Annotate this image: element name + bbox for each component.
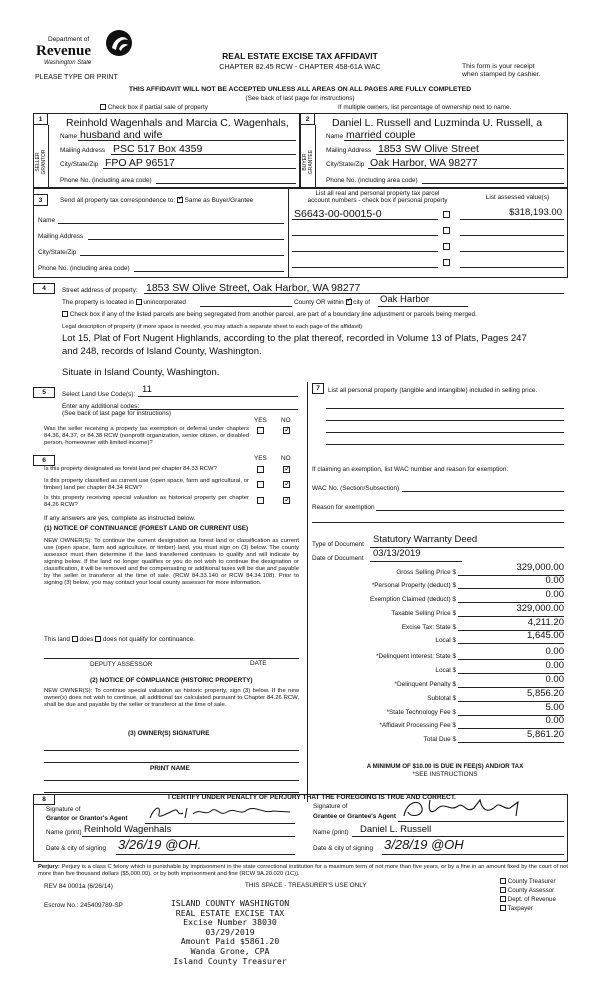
perjury-notice	[38, 864, 568, 878]
forest-land-question: Is this property designated as forest land per chapter 84.33 RCW?	[44, 466, 217, 472]
street-address-value[interactable]: 1853 SW Olive Street, Oak Harbor, WA 98277	[146, 282, 361, 294]
sec3-phone-label: Phone No. (including area code)	[38, 265, 130, 272]
money-value[interactable]: 5,856.20	[527, 688, 564, 699]
buyer-name-label: Name	[326, 133, 344, 140]
logo-state: Washington State	[44, 60, 92, 66]
sec6-yes-header: YES	[254, 455, 267, 462]
seller-phone-label: Phone No. (including area code)	[60, 177, 152, 184]
notice-compliance-title: (2) NOTICE OF COMPLIANCE (HISTORIC PROPERTY)	[90, 677, 253, 684]
perjury-bold: Perjury:	[38, 864, 60, 870]
section-8-number: 8	[42, 796, 46, 803]
legal-description-label: Legal description of property (if more space is needed, you may attach a separate sheet to each page of the affidavit)	[62, 324, 363, 330]
seller-grantor-label: SELLER GRANTOR	[35, 149, 47, 175]
seller-name-label: Name	[60, 133, 78, 140]
money-label: Subtotal $	[427, 695, 456, 702]
perjury-text: Perjury is a class C felony which is punishable by imprisonment in the state correctional institution for a maximum term of not more than five years, or by a fine in an amount fixed by the court of not more than five thousand dollars ($5,000.00), or by both imprisonment and fine (RCW 9A.20.020 (1C)).	[38, 864, 568, 877]
money-value[interactable]: 1,645.00	[527, 630, 564, 641]
notice-continuance-title: (1) NOTICE OF CONTINUANCE (FOREST LAND OR CURRENT USE)	[44, 525, 249, 532]
notice-continuance-text: NEW OWNER(S): To continue the current designation as forest land or classification as current use (open space, farm and agriculture, or timber) land, you must sign on (3) below. The county assessor must then determine if the land transferred continues to qualify and will indicate by signing below. If the land no longer qualifies or you do not wish to continue the designation or classification, it will be removed and the compensating or additional taxes will be due and payable by the seller or transferor at the time of sale. (RCW 84.33.140 or RCW 84.34.108). Prior to signing (3) below, you may contact your local county assessor for more information.	[44, 538, 299, 587]
additional-codes-label: Enter any additional codes:	[62, 403, 140, 410]
grantee-name-label: Name (print)	[313, 829, 349, 836]
section-7-number: 7	[316, 385, 320, 392]
money-value[interactable]: 0.00	[545, 660, 564, 671]
parcel-2-personal-checkbox[interactable]	[443, 227, 450, 234]
does-not-qualify-label: does not qualify for continuance.	[102, 636, 195, 643]
section-2-number: 2	[300, 113, 315, 125]
location-row	[62, 299, 186, 306]
grantor-sig-label: Signature of	[46, 806, 81, 813]
copy-item	[500, 877, 556, 886]
money-label: Local $	[435, 637, 456, 644]
grantor-name-value[interactable]: Reinhold Wagenhals	[84, 824, 172, 835]
stamp-line: Wanda Grone, CPA	[190, 945, 270, 956]
claiming-exemption-label: If claiming an exemption, list WAC number and reason for exemption:	[312, 466, 509, 473]
stamp-line: 03/29/2019	[205, 926, 255, 937]
this-land-label: This land	[44, 636, 70, 643]
grantee-name-value[interactable]: Daniel L. Russell	[360, 824, 432, 835]
land-use-label: Select Land Use Code(s):	[62, 391, 136, 398]
does-label: does	[79, 636, 94, 643]
section-3-number: 3	[33, 194, 48, 206]
dor-logo	[34, 28, 134, 70]
copy-checkbox[interactable]	[500, 887, 506, 893]
copy-item	[500, 895, 556, 904]
grantee-sig-label: Signature of	[313, 803, 348, 810]
reason-label: Reason for exemption	[312, 504, 375, 511]
historical-no-checkbox[interactable]	[283, 497, 290, 504]
money-value[interactable]: 0.00	[545, 589, 564, 600]
copy-item	[500, 904, 556, 913]
type-or-print: PLEASE TYPE OR PRINT	[35, 74, 118, 81]
sec5-see-back: (See back of last page for instructions)	[62, 410, 172, 417]
doc-type-label: Type of Document	[312, 541, 364, 548]
city-of-value[interactable]: Oak Harbor	[380, 294, 430, 305]
money-value[interactable]: 0.00	[545, 575, 564, 586]
certify-statement: I CERTIFY UNDER PENALTY OF PERJURY THAT THE FOREGOING IS TRUE AND CORRECT.	[168, 794, 456, 801]
buyer-city-value[interactable]: Oak Harbor, WA 98277	[370, 157, 478, 169]
money-value[interactable]: 0.00	[545, 715, 564, 726]
money-value[interactable]: 5,861.20	[527, 729, 564, 740]
money-value[interactable]: 4,211.20	[527, 617, 564, 628]
grantor-agent-label: Grantor or Grantor's Agent	[46, 815, 128, 822]
print-name-label: PRINT NAME	[150, 765, 190, 772]
money-label: *State Technology Fee $	[386, 709, 456, 716]
sec3-city-label: City/State/Zip	[38, 249, 77, 256]
parcel-number[interactable]: S6643-00-00015-0	[294, 208, 382, 220]
money-value[interactable]: 5.00	[545, 702, 564, 713]
multiple-owners-note: If multiple owners, list percentage of ownership next to name.	[338, 104, 512, 111]
seller-name-line1[interactable]: Reinhold Wagenhals and Marcia C. Wagenhals,	[66, 117, 289, 129]
correspondence-row	[60, 197, 253, 204]
buyer-grantee-label: BUYER GRANTEE	[302, 149, 314, 175]
money-label: *Affidavit Processing Fee $	[379, 722, 456, 729]
grantor-date-label: Date & city of signing	[46, 845, 107, 852]
revenue-swirl-icon	[104, 28, 134, 58]
buyer-name-line2[interactable]: married couple	[346, 129, 416, 141]
seller-mail-value[interactable]: PSC 517 Box 4359	[113, 143, 203, 155]
sec3-name-label: Name	[38, 217, 56, 224]
partial-sale-row	[100, 104, 208, 111]
parcel-header-1: List all real and personal property tax parcel	[315, 190, 440, 197]
treasurer-stamp	[160, 899, 300, 966]
parcel-4-personal-checkbox[interactable]	[443, 259, 450, 266]
qualify-row	[44, 636, 195, 643]
stamp-line: Excise Number 38030	[183, 917, 277, 928]
historical-question: Is this property receiving special valuation as historical property per chapter 84.26 RCW?	[44, 495, 249, 509]
money-label: *Delinquent Penalty $	[394, 681, 456, 688]
legal-description-line3[interactable]: Situate in Island County, Washington.	[62, 367, 220, 378]
money-label: Excise Tax: State $	[401, 624, 456, 631]
notice-compliance-text: NEW OWNER(S): To continue special valuation as historic property, sign (3) below. If the new owner(s) does not wish to continue, all additional tax calculated pursuant to Chapter 84.26 RCW, shall be due and payable by the seller or transferor at the time of sale.	[44, 688, 299, 709]
parcel-1-personal-checkbox[interactable]	[443, 211, 450, 218]
stamp-line: REAL ESTATE EXCISE TAX	[175, 907, 285, 918]
section-5-number: 5	[42, 389, 46, 396]
parcel-header-2: account numbers - check box if personal property	[307, 197, 448, 204]
partial-sale-label: Check box if partial sale of property	[107, 104, 208, 111]
county-or-label: County OR within	[294, 299, 344, 306]
sec5-yes-header: YES	[254, 417, 267, 424]
money-label: Exemption Claimed (deduct) $	[370, 596, 456, 603]
money-label: Gross Selling Price $	[396, 569, 456, 576]
city-of-label: city of	[353, 299, 370, 306]
copy-label: Dept. of Revenue	[507, 896, 556, 903]
see-back-instructions: (See back of last page for instructions)	[245, 95, 355, 102]
form-chapter: CHAPTER 82.45 RCW - CHAPTER 458-61A WAC	[219, 62, 381, 71]
money-label: *Delinquent Interest: State $	[376, 653, 456, 660]
copy-checkbox[interactable]	[500, 878, 506, 884]
land-use-code[interactable]: 11	[142, 384, 152, 395]
located-in-label: The property is located in	[62, 299, 134, 306]
segregated-row	[62, 311, 477, 318]
owner-signature-label: (3) OWNER(S) SIGNATURE	[128, 730, 210, 737]
stamp-line: Island County Treasurer	[173, 955, 287, 966]
grantor-name-label: Name (print)	[46, 829, 82, 836]
copy-label: County Assessor	[507, 887, 555, 894]
does-not-qualify-checkbox[interactable]	[95, 636, 101, 642]
logo-dept-of: Department of	[48, 36, 90, 43]
copy-label: County Treasurer	[507, 878, 556, 885]
money-value[interactable]: 329,000.00	[516, 603, 564, 614]
copy-checkbox[interactable]	[500, 896, 506, 902]
money-value[interactable]: 329,000.00	[516, 562, 564, 573]
assessed-header: List assessed value(s)	[485, 194, 550, 201]
money-label: Local $	[435, 667, 456, 674]
section-6-number: 6	[42, 457, 46, 464]
doc-type-value[interactable]: Statutory Warranty Deed	[373, 534, 478, 545]
legal-description-line2[interactable]: and 248, records of Island County, Washington.	[62, 346, 262, 357]
current-use-yes-checkbox[interactable]	[257, 481, 264, 488]
stamp-line: ISLAND COUNTY WASHINGTON	[170, 898, 290, 908]
copy-distribution	[500, 877, 556, 913]
seller-mail-label: Mailing Address	[60, 147, 106, 154]
seller-city-label: City/State/Zip	[60, 161, 99, 168]
buyer-phone-label: Phone No. (including area code)	[326, 177, 418, 184]
same-as-buyer-checkbox[interactable]	[177, 197, 183, 203]
copy-checkbox[interactable]	[500, 905, 506, 911]
exemption-no-checkbox[interactable]	[283, 427, 290, 434]
exemption-question: Was the seller receiving a property tax exemption or deferral under chapters 84.36, 84.37, or 84.38 RCW (nonprofit organization, senior citizen, or disabled person, homeowner with limited income)?	[44, 426, 249, 447]
send-correspondence-label: Send all property tax correspondence to:	[60, 197, 176, 204]
deputy-date-label: DATE	[250, 660, 267, 667]
doc-date-label: Date of Document	[312, 555, 364, 562]
segregated-label: Check box if any of the listed parcels are being segregated from another parcel, are part of a boundary line adjustment or parcels being merged.	[69, 311, 477, 318]
parcel-3-personal-checkbox[interactable]	[443, 243, 450, 250]
partial-sale-checkbox[interactable]	[100, 104, 106, 110]
minimum-fee-note: A MINIMUM OF $10.00 IS DUE IN FEE(S) AND/OR TAX	[366, 763, 524, 770]
deputy-assessor-label: DEPUTY ASSESSOR	[90, 661, 153, 668]
street-address-label: Street address of property:	[62, 287, 138, 294]
forest-no-checkbox[interactable]	[283, 466, 290, 473]
acceptance-warning: THIS AFFIDAVIT WILL NOT BE ACCEPTED UNLESS ALL AREAS ON ALL PAGES ARE FULLY COMPLETED	[128, 86, 472, 93]
logo-revenue: Revenue	[36, 43, 91, 59]
same-as-buyer-label: Same as Buyer/Grantee	[184, 197, 254, 204]
buyer-name-line1[interactable]: Daniel L. Russell and Luzminda U. Russell, a	[332, 117, 543, 129]
money-label: Taxable Selling Price $	[391, 610, 456, 617]
current-use-question: Is this property classified as current use (open space, farm and agricultural, or timber) land per chapter 84.34 RCW?	[44, 478, 249, 492]
receipt-note-2: when stamped by cashier.	[462, 71, 541, 78]
buyer-city-label: City/State/Zip	[326, 161, 365, 168]
stamp-line: Amount Paid $5861.20	[180, 936, 280, 947]
exemption-yes-checkbox[interactable]	[257, 427, 264, 434]
forest-yes-checkbox[interactable]	[257, 466, 264, 473]
see-instructions-note: *SEE INSTRUCTIONS	[412, 771, 478, 778]
sec5-no-header: NO	[281, 417, 291, 424]
money-label: Total Due $	[423, 736, 456, 743]
assessed-value[interactable]: $318,193.00	[509, 207, 562, 218]
section-1-number: 1	[33, 113, 48, 125]
if-yes-instructions: If any answers are yes, complete as instructed below.	[44, 515, 196, 522]
wac-label: WAC No. (Section/Subsection)	[312, 485, 400, 492]
personal-property-label: List all personal property (tangible and intangible) included in selling price.	[328, 387, 538, 394]
grantor-date-value[interactable]: 3/26/19 @OH.	[118, 837, 202, 852]
does-qualify-checkbox[interactable]	[72, 636, 78, 642]
money-value[interactable]: 0.00	[545, 674, 564, 685]
section-4-number: 4	[42, 285, 46, 292]
grantee-signature-icon[interactable]	[400, 796, 550, 822]
buyer-mail-label: Mailing Address	[326, 147, 372, 154]
money-label: *Personal Property (deduct) $	[371, 582, 456, 589]
buyer-mail-value[interactable]: 1853 SW Olive Street	[378, 143, 479, 155]
current-use-no-checkbox[interactable]	[283, 481, 290, 488]
city-row	[294, 299, 370, 306]
copy-item	[500, 886, 556, 895]
historical-yes-checkbox[interactable]	[257, 497, 264, 504]
doc-date-value[interactable]: 03/13/2019	[373, 548, 421, 559]
grantor-signature-icon[interactable]	[145, 802, 295, 824]
legal-description-line1[interactable]: Lot 15, Plat of Fort Nugent Highlands, according to the plat thereof, recorded in Volume 13 of Plats, Pages 247	[62, 333, 527, 344]
money-value[interactable]: 0.00	[545, 646, 564, 657]
segregated-checkbox[interactable]	[62, 311, 68, 317]
seller-name-line2[interactable]: husband and wife	[80, 129, 163, 141]
seller-city-value[interactable]: FPO AP 96517	[105, 157, 175, 169]
receipt-note-1: This form is your receipt	[462, 63, 535, 70]
grantee-agent-label: Grantee or Grantee's Agent	[313, 813, 396, 820]
treasurer-use-only: THIS SPACE - TREASURER'S USE ONLY	[245, 882, 367, 889]
sec3-mail-label: Mailing Address	[38, 233, 84, 240]
unincorporated-label: unincorporated	[143, 299, 186, 306]
rev-form-number: REV 84 0001a (6/26/14)	[44, 883, 113, 890]
escrow-number: Escrow No.: 245409789-SP	[44, 902, 123, 909]
city-of-checkbox[interactable]	[346, 299, 352, 305]
grantee-date-value[interactable]: 3/28/19 @OH	[384, 837, 464, 852]
copy-label: Taxpayer	[507, 905, 533, 912]
unincorporated-checkbox[interactable]	[136, 299, 142, 305]
sec6-no-header: NO	[281, 455, 291, 462]
form-title: REAL ESTATE EXCISE TAX AFFIDAVIT	[222, 51, 378, 61]
grantee-date-label: Date & city of signing	[313, 845, 374, 852]
